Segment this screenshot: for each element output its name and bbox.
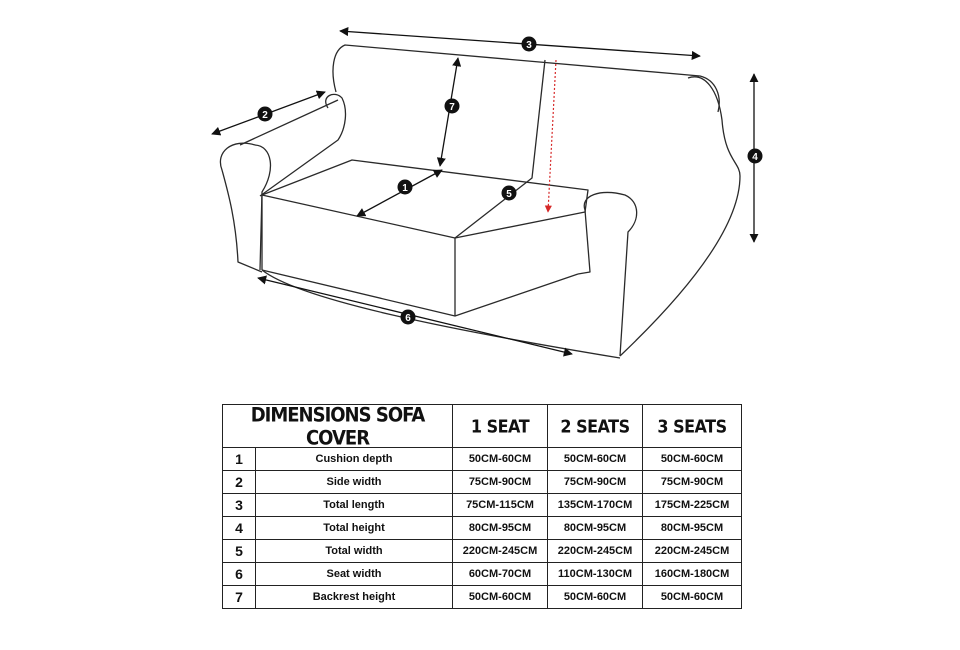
- row-label: Cushion depth: [256, 448, 453, 471]
- cell-2-seats: 110CM-130CM: [548, 563, 643, 586]
- row-number: 2: [223, 471, 256, 494]
- row-number: 4: [223, 517, 256, 540]
- cell-2-seats: 135CM-170CM: [548, 494, 643, 517]
- cell-1-seat: 75CM-115CM: [453, 494, 548, 517]
- table-row: [223, 517, 742, 540]
- row-label: Total height: [256, 517, 453, 540]
- arrow-total-width-dotted: [548, 60, 556, 212]
- row-label: Total length: [256, 494, 453, 517]
- svg-text:5: 5: [506, 189, 512, 200]
- row-number: 5: [223, 540, 256, 563]
- row-label: Side width: [256, 471, 453, 494]
- table-row: [223, 448, 742, 471]
- table-header-row: [223, 405, 742, 448]
- table-row: [223, 471, 742, 494]
- cell-1-seat: 50CM-60CM: [453, 586, 548, 609]
- marker-2: [258, 107, 273, 122]
- dimensions-table: [222, 404, 742, 609]
- marker-5: [502, 186, 517, 201]
- cell-2-seats: 220CM-245CM: [548, 540, 643, 563]
- header-2-seats: 2 SEATS: [548, 402, 643, 449]
- cell-1-seat: 50CM-60CM: [453, 448, 548, 471]
- marker-1: [398, 180, 413, 195]
- table-row: [223, 540, 742, 563]
- cell-3-seats: 175CM-225CM: [643, 494, 742, 517]
- cell-2-seats: 50CM-60CM: [548, 448, 643, 471]
- row-number: 6: [223, 563, 256, 586]
- row-label: Total width: [256, 540, 453, 563]
- cell-1-seat: 80CM-95CM: [453, 517, 548, 540]
- cell-3-seats: 50CM-60CM: [643, 448, 742, 471]
- marker-6: [401, 310, 416, 325]
- cell-3-seats: 80CM-95CM: [643, 517, 742, 540]
- marker-3: [522, 37, 537, 52]
- svg-text:2: 2: [262, 110, 268, 121]
- svg-text:7: 7: [449, 102, 455, 113]
- cell-2-seats: 75CM-90CM: [548, 471, 643, 494]
- table-row: [223, 586, 742, 609]
- cell-3-seats: 220CM-245CM: [643, 540, 742, 563]
- header-3-seats: 3 SEATS: [643, 402, 742, 449]
- table-row: [223, 494, 742, 517]
- cell-2-seats: 80CM-95CM: [548, 517, 643, 540]
- row-label: Backrest height: [256, 586, 453, 609]
- cell-3-seats: 50CM-60CM: [643, 586, 742, 609]
- sofa-outline: [220, 45, 740, 358]
- arrow-cushion-depth: [357, 170, 442, 216]
- cell-2-seats: 50CM-60CM: [548, 586, 643, 609]
- table-row: [223, 563, 742, 586]
- header-1-seat: 1 SEAT: [453, 402, 548, 449]
- marker-4: [748, 149, 763, 164]
- cell-3-seats: 160CM-180CM: [643, 563, 742, 586]
- marker-7: [445, 99, 460, 114]
- cell-1-seat: 75CM-90CM: [453, 471, 548, 494]
- row-number: 1: [223, 448, 256, 471]
- svg-text:4: 4: [752, 152, 758, 163]
- cell-1-seat: 60CM-70CM: [453, 563, 548, 586]
- row-label: Seat width: [256, 563, 453, 586]
- cell-3-seats: 75CM-90CM: [643, 471, 742, 494]
- svg-text:6: 6: [405, 313, 411, 324]
- header-dimensions: DIMENSIONS SOFA COVER: [223, 402, 453, 449]
- cell-1-seat: 220CM-245CM: [453, 540, 548, 563]
- row-number: 7: [223, 586, 256, 609]
- row-number: 3: [223, 494, 256, 517]
- svg-text:1: 1: [402, 183, 408, 194]
- arrow-total-length: [340, 31, 700, 56]
- svg-text:3: 3: [526, 40, 532, 51]
